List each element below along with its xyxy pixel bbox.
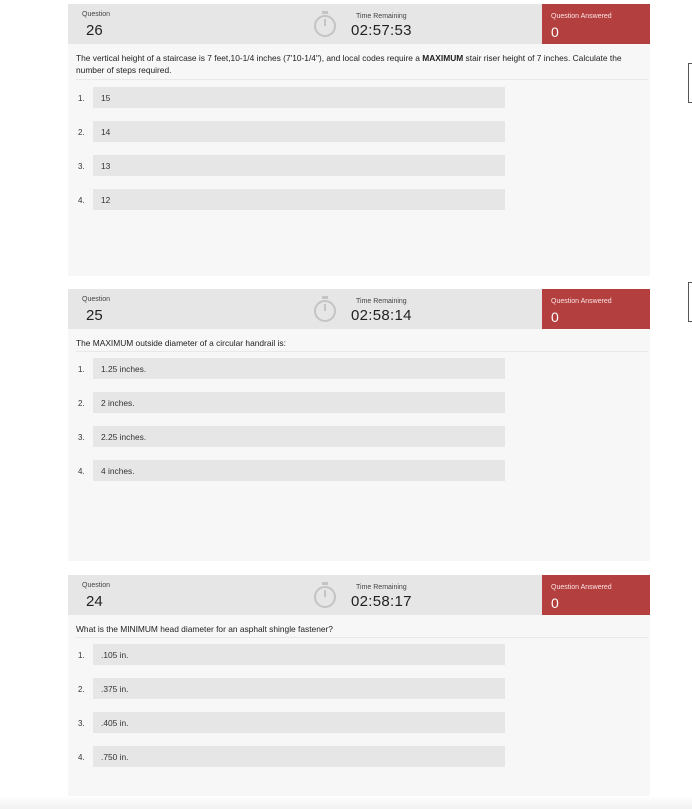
- option-text: 12: [101, 195, 111, 205]
- option-text: 4 inches.: [101, 466, 135, 476]
- question-label: Question: [82, 11, 111, 18]
- option-number: 2.: [78, 128, 85, 137]
- option-number: 3.: [78, 719, 85, 728]
- time-remaining-value: 02:58:14: [351, 307, 412, 324]
- option-text: 13: [101, 161, 111, 171]
- divider: [76, 351, 648, 352]
- option-text: 15: [101, 93, 111, 103]
- option-number: 2.: [78, 685, 85, 694]
- option-text: .105 in.: [101, 650, 129, 660]
- option-text: 14: [101, 127, 111, 137]
- question-text: The vertical height of a staircase is 7 feet,10-1/4 inches (7'10-1/4"), and local codes require a MAXIMUM stair riser height of 7 inches. Calculate the number of steps required.: [76, 53, 622, 75]
- question-answered-label: Question Answered: [551, 13, 612, 20]
- answer-option[interactable]: [93, 392, 505, 413]
- option-text: 1.25 inches.: [101, 364, 147, 374]
- question-panel-24: [68, 575, 650, 809]
- time-remaining-value: 02:58:17: [351, 593, 412, 610]
- offscreen-panel-edge: [688, 63, 692, 103]
- time-remaining-value: 02:57:53: [351, 22, 412, 39]
- question-answered-label: Question Answered: [551, 584, 612, 591]
- question-text: What is the MINIMUM head diameter for an asphalt shingle fastener?: [76, 624, 333, 634]
- divider: [76, 637, 648, 638]
- question-panel-26: [68, 4, 650, 276]
- question-answered-count: 0: [551, 595, 559, 611]
- question-panel-25: [68, 289, 650, 561]
- question-number: 25: [86, 307, 103, 324]
- option-number: 3.: [78, 162, 85, 171]
- question-number: 24: [86, 593, 103, 610]
- question-header: [68, 289, 650, 329]
- time-remaining-label: Time Remaining: [356, 584, 407, 591]
- question-answered-badge: [542, 289, 650, 329]
- stopwatch-icon: [313, 10, 337, 38]
- divider: [76, 79, 648, 80]
- question-header: [68, 4, 650, 44]
- time-remaining-label: Time Remaining: [356, 298, 407, 305]
- question-answered-count: 0: [551, 309, 559, 325]
- answer-option[interactable]: [93, 644, 505, 665]
- emphasis-text: MAXIMUM: [422, 53, 464, 63]
- question-answered-badge: [542, 4, 650, 44]
- answer-option[interactable]: [93, 155, 505, 176]
- option-number: 4.: [78, 753, 85, 762]
- stopwatch-icon: [313, 581, 337, 609]
- answer-option[interactable]: [93, 358, 505, 379]
- answer-option[interactable]: [93, 189, 505, 210]
- bottom-shadow: [0, 796, 692, 809]
- option-number: 4.: [78, 196, 85, 205]
- question-answered-label: Question Answered: [551, 298, 612, 305]
- option-text: .750 in.: [101, 752, 129, 762]
- answer-option[interactable]: [93, 87, 505, 108]
- stopwatch-icon: [313, 295, 337, 323]
- question-number: 26: [86, 22, 103, 39]
- answer-option[interactable]: [93, 121, 505, 142]
- question-label: Question: [82, 582, 111, 589]
- option-text: .375 in.: [101, 684, 129, 694]
- option-text: 2 inches.: [101, 398, 135, 408]
- option-text: 2.25 inches.: [101, 432, 147, 442]
- option-number: 4.: [78, 467, 85, 476]
- answer-option[interactable]: [93, 746, 505, 767]
- option-number: 2.: [78, 399, 85, 408]
- question-answered-count: 0: [551, 24, 559, 40]
- offscreen-panel-edge: [688, 282, 692, 322]
- option-number: 1.: [78, 365, 85, 374]
- question-header: [68, 575, 650, 615]
- answer-option[interactable]: [93, 426, 505, 447]
- question-label: Question: [82, 296, 111, 303]
- option-number: 3.: [78, 433, 85, 442]
- question-answered-badge: [542, 575, 650, 615]
- answer-option[interactable]: [93, 678, 505, 699]
- option-number: 1.: [78, 651, 85, 660]
- answer-option[interactable]: [93, 712, 505, 733]
- option-number: 1.: [78, 94, 85, 103]
- panel-background: [68, 289, 650, 561]
- question-text: The MAXIMUM outside diameter of a circular handrail is:: [76, 338, 286, 348]
- option-text: .405 in.: [101, 718, 129, 728]
- answer-option[interactable]: [93, 460, 505, 481]
- time-remaining-label: Time Remaining: [356, 13, 407, 20]
